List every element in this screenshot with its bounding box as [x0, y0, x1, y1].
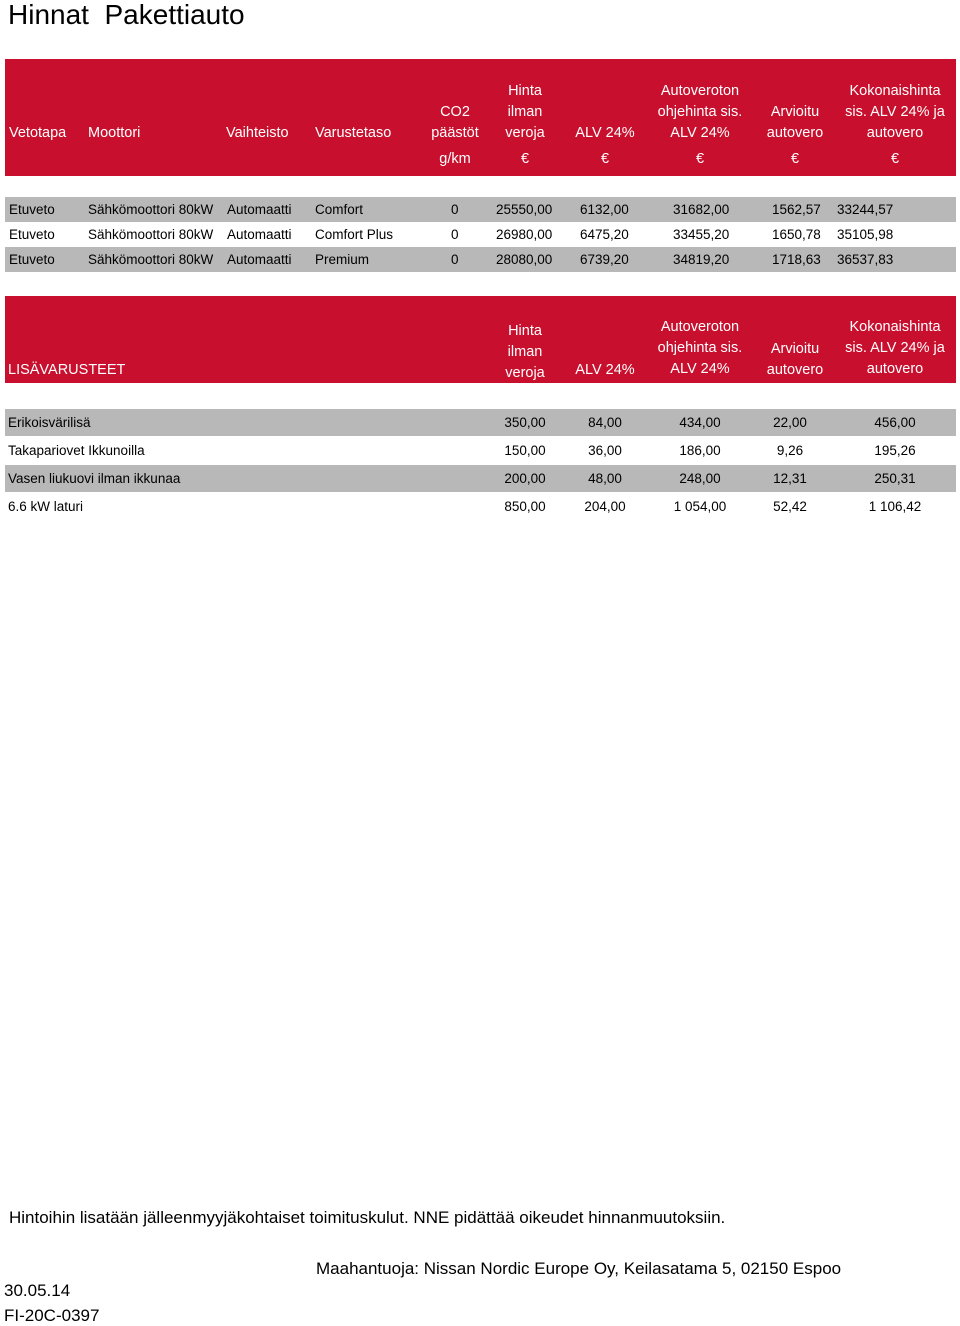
- cell-hinta: 200,00: [504, 471, 546, 486]
- cell-hinta: 150,00: [504, 443, 546, 458]
- header-autoveroton: Autoveroton ohjehinta sis. ALV 24%: [657, 83, 743, 141]
- cell-vetotapa: Etuveto: [9, 202, 55, 217]
- cell-kokonais: 195,26: [874, 443, 916, 458]
- cell-alv: 6132,00: [580, 202, 629, 217]
- extras-row: [5, 437, 956, 464]
- unit-co2: g/km: [439, 151, 471, 167]
- extras-row: [5, 493, 956, 520]
- cell-vetotapa: Etuveto: [9, 252, 55, 267]
- cell-arvioitu: 1718,63: [772, 252, 821, 267]
- cell-arvioitu: 52,42: [773, 499, 807, 514]
- header-vetotapa: Vetotapa: [9, 125, 67, 141]
- cell-co2: 0: [451, 252, 459, 267]
- cell-alv: 48,00: [588, 471, 622, 486]
- header-lisavarusteet: LISÄVARUSTEET: [8, 362, 126, 378]
- header-moottori: Moottori: [88, 125, 141, 141]
- footer-note: Hintoihin lisatään jälleenmyyjäkohtaiset toimituskulut. NNE pidättää oikeudet hinnanmuutoksiin.: [9, 1208, 726, 1227]
- cell-alv: 36,00: [588, 443, 622, 458]
- extras-table-header: [5, 296, 956, 383]
- cell-label: Vasen liukuovi ilman ikkunaa: [8, 471, 181, 486]
- header-hinta: Hinta ilman veroja: [505, 323, 545, 381]
- extras-row: [5, 409, 956, 436]
- cell-kokonais: 250,31: [874, 471, 916, 486]
- header-kokonais: Kokonaishinta sis. ALV 24% ja autovero: [845, 83, 945, 141]
- cell-moottori: Sähkömoottori 80kW: [88, 252, 214, 267]
- unit-arvioitu: €: [790, 151, 800, 167]
- cell-autoveroton: 248,00: [679, 471, 721, 486]
- cell-co2: 0: [451, 202, 459, 217]
- unit-kokonais: €: [890, 151, 900, 167]
- cell-alv: 84,00: [588, 415, 622, 430]
- footer-code: FI-20C-0397: [4, 1306, 100, 1325]
- cell-vetotapa: Etuveto: [9, 227, 55, 242]
- header-co2: CO2 päästöt: [431, 104, 479, 141]
- cell-alv: 6475,20: [580, 227, 629, 242]
- header-kokonais: Kokonaishinta sis. ALV 24% ja autovero: [845, 319, 945, 377]
- cell-moottori: Sähkömoottori 80kW: [88, 202, 214, 217]
- cell-alv: 6739,20: [580, 252, 629, 267]
- header-varustetaso: Varustetaso: [315, 125, 392, 141]
- header-arvioitu: Arvioitu autovero: [766, 104, 824, 141]
- cell-arvioitu: 1650,78: [772, 227, 821, 242]
- cell-arvioitu: 12,31: [773, 471, 807, 486]
- cell-arvioitu: 1562,57: [772, 202, 821, 217]
- cell-varustetaso: Comfort: [315, 202, 364, 217]
- header-vaihteisto: Vaihteisto: [226, 125, 289, 141]
- cell-hinta: 26980,00: [496, 227, 553, 242]
- cell-autoveroton: 34819,20: [673, 252, 730, 267]
- unit-hinta: €: [520, 151, 530, 167]
- cell-co2: 0: [451, 227, 459, 242]
- cell-autoveroton: 31682,00: [673, 202, 730, 217]
- footer-importer: Maahantuoja: Nissan Nordic Europe Oy, Keilasatama 5, 02150 Espoo: [316, 1259, 842, 1278]
- cell-kokonais: 36537,83: [837, 252, 894, 267]
- cell-kokonais: 33244,57: [837, 202, 894, 217]
- table-row: [5, 247, 956, 272]
- table-row: [5, 222, 956, 247]
- cell-varustetaso: Comfort Plus: [315, 227, 394, 242]
- cell-autoveroton: 186,00: [679, 443, 721, 458]
- table-row: [5, 197, 956, 222]
- header-arvioitu: Arvioitu autovero: [766, 341, 824, 378]
- cell-alv: 204,00: [584, 499, 626, 514]
- page-title: Hinnat Pakettiauto: [8, 0, 245, 30]
- cell-autoveroton: 1 054,00: [673, 499, 727, 514]
- unit-autoveroton: €: [695, 151, 705, 167]
- cell-hinta: 28080,00: [496, 252, 553, 267]
- cell-vaihteisto: Automaatti: [227, 202, 292, 217]
- cell-arvioitu: 9,26: [776, 443, 804, 458]
- header-alv: ALV 24%: [575, 125, 635, 141]
- cell-autoveroton: 33455,20: [673, 227, 730, 242]
- extras-row: [5, 465, 956, 492]
- cell-kokonais: 1 106,42: [868, 499, 922, 514]
- header-autoveroton: Autoveroton ohjehinta sis. ALV 24%: [657, 319, 743, 377]
- header-alv: ALV 24%: [575, 362, 635, 378]
- cell-hinta: 850,00: [504, 499, 546, 514]
- cell-label: 6.6 kW laturi: [8, 499, 84, 514]
- cell-moottori: Sähkömoottori 80kW: [88, 227, 214, 242]
- cell-vaihteisto: Automaatti: [227, 227, 292, 242]
- cell-kokonais: 456,00: [874, 415, 916, 430]
- header-hinta: Hinta ilman veroja: [505, 83, 545, 141]
- cell-hinta: 350,00: [504, 415, 546, 430]
- cell-autoveroton: 434,00: [679, 415, 721, 430]
- cell-label: Takapariovet Ikkunoilla: [8, 443, 145, 458]
- cell-kokonais: 35105,98: [837, 227, 894, 242]
- cell-label: Erikoisvärilisä: [8, 415, 91, 430]
- cell-hinta: 25550,00: [496, 202, 553, 217]
- cell-vaihteisto: Automaatti: [227, 252, 292, 267]
- cell-varustetaso: Premium: [315, 252, 370, 267]
- cell-arvioitu: 22,00: [773, 415, 807, 430]
- footer-date: 30.05.14: [4, 1281, 71, 1300]
- unit-alv: €: [600, 151, 610, 167]
- main-table-header: [5, 59, 956, 176]
